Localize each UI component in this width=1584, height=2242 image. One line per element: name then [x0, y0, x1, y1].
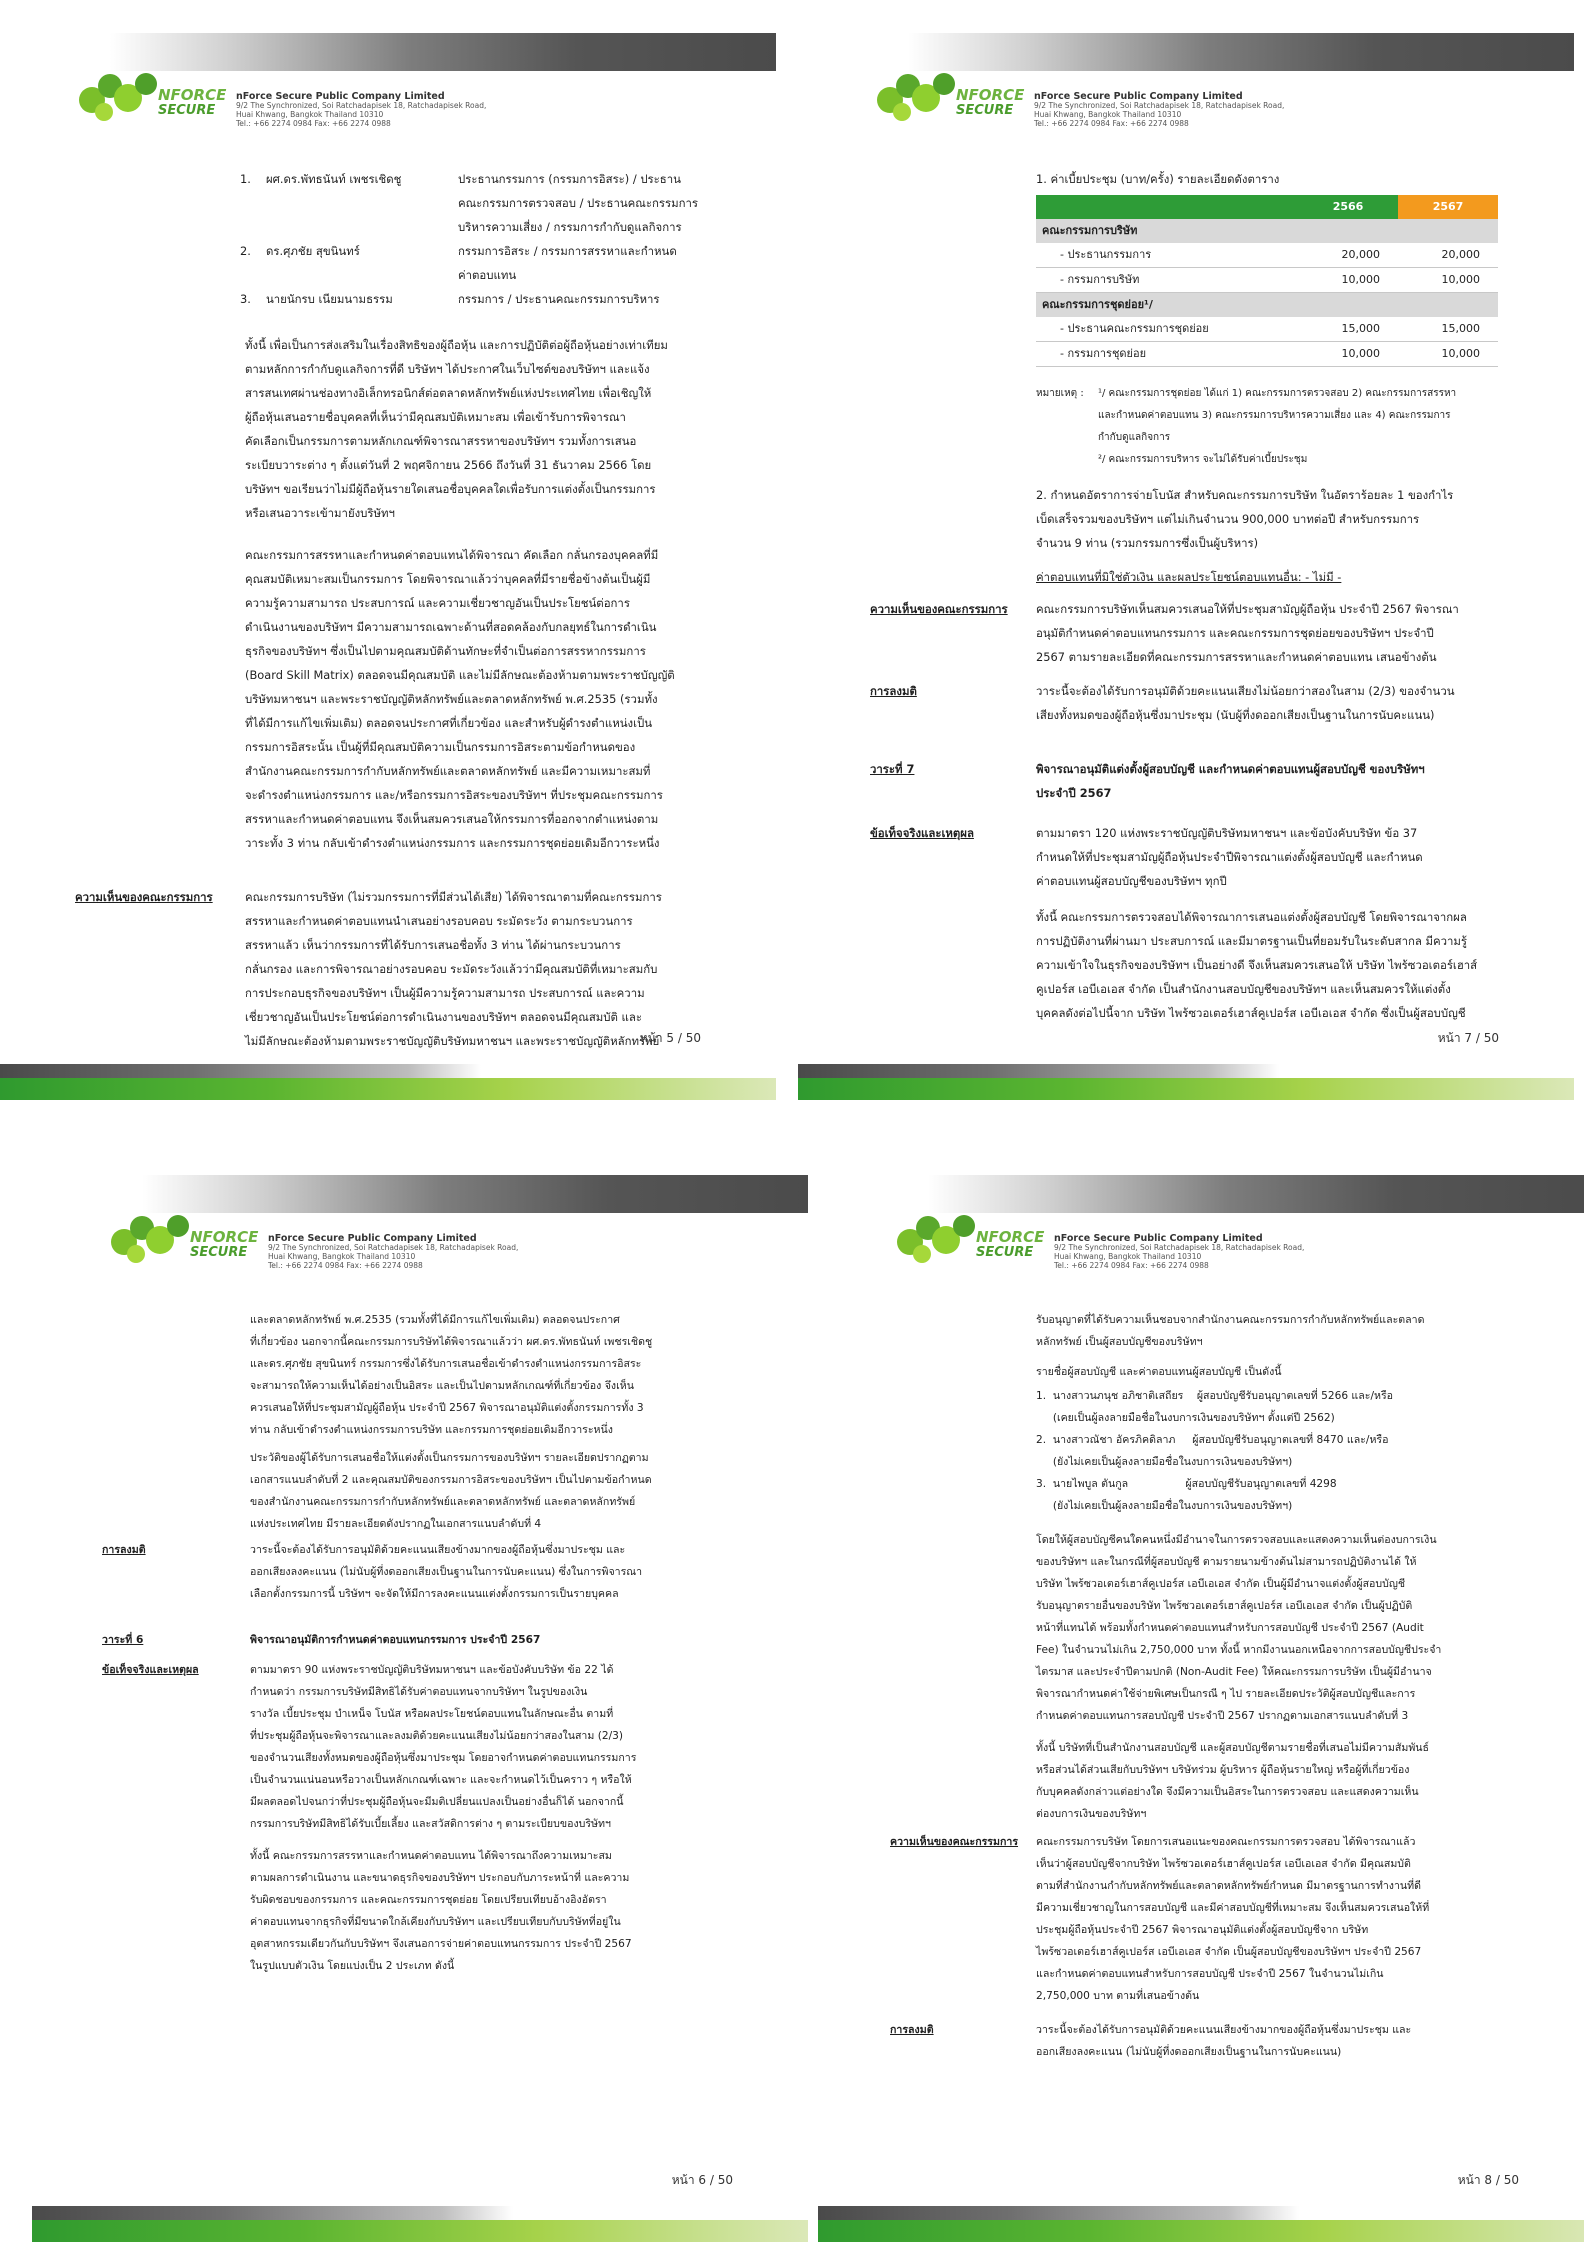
opinion-label: ความเห็นของคณะกรรมการ: [870, 602, 1008, 616]
nominee-name: นายนักรบ เนียมนามธรรม: [266, 292, 393, 306]
text-line: และกำหนดค่าตอบแทน 3) คณะกรรมการบริหารความเสี่ยง และ 4) คณะกรรมการ: [1098, 410, 1451, 421]
text-line: ผู้ถือหุ้นเสนอรายชื่อบุคคลที่เห็นว่ามีคุณสมบัติเหมาะสม เพื่อเข้ารับการพิจารณา: [245, 410, 626, 424]
svg-text:SECURE: SECURE: [190, 1245, 248, 1260]
auditor-list: [1036, 1385, 1506, 1517]
text-line: รับอนุญาตรายอื่นของบริษัท ไพร้ซวอเตอร์เฮาส์คูเปอร์ส เอบีเอเอส จำกัด เป็นผู้ปฏิบัติ: [1036, 1600, 1413, 1612]
company-info: nForce Secure Public Company Limited 9/2 The Synchronized, Soi Ratchadapisek 18, Ratchadapisek Road, Huai Khwang, Bangkok Thailand 10310 Tel.: +66 2274 0984 Fax: +66 2274 0988: [1054, 1233, 1305, 1270]
nominee-list: [240, 167, 710, 311]
text-line: ไพร้ซวอเตอร์เฮาส์คูเปอร์ส เอบีเอเอส จำกัด เป็นผู้สอบบัญชีของบริษัทฯ ประจำปี 2567: [1036, 1946, 1422, 1958]
text-line: ในรูปแบบตัวเงิน โดยแบ่งเป็น 2 ประเภท ดังนี้: [250, 1960, 455, 1972]
vote-text: [250, 1539, 720, 1605]
item-2: [1036, 483, 1516, 555]
paragraph: [245, 333, 715, 525]
company-logo: [102, 1202, 272, 1272]
text-line: เอกสารแนบลำดับที่ 2 และคุณสมบัติของกรรมการอิสระของบริษัทฯ เป็นไปตามข้อกำหนด: [250, 1474, 652, 1486]
text-line: และดร.ศุภชัย สุขนินทร์ กรรมการซึ่งได้รับการเสนอชื่อเข้าดำรงตำแหน่งกรรมการอิสระ: [250, 1358, 642, 1370]
text-line: คัดเลือกเป็นกรรมการตามหลักเกณฑ์พิจารณาสรรหาของบริษัทฯ รวมทั้งการเสนอ: [245, 434, 637, 448]
nominee-number: [240, 263, 266, 287]
text-line: ความเข้าใจในธุรกิจของบริษัทฯ เป็นอย่างดี จึงเห็นสมควรเสนอให้ บริษัท ไพร้ซวอเตอร์เฮาส์: [1036, 958, 1478, 972]
footer-band: [0, 1078, 776, 1100]
text-line: รางวัล เบี้ยประชุม บำเหน็จ โบนัส หรือผลประโยชน์ตอบแทนในลักษณะอื่น ตามที่: [250, 1708, 614, 1720]
text-line: ทั้งนี้ คณะกรรมการตรวจสอบได้พิจารณาการเสนอแต่งตั้งผู้สอบบัญชี โดยพิจารณาจากผล: [1036, 910, 1467, 924]
text-line: ของจำนวนเสียงทั้งหมดของผู้ถือหุ้นซึ่งมาประชุม โดยอาจกำหนดค่าตอบแทนกรรมการ: [250, 1752, 637, 1764]
text-line: เบ็ดเสร็จรวมของบริษัทฯ แต่ไม่เกินจำนวน 900,000 บาทต่อปี สำหรับกรรมการ: [1036, 512, 1420, 526]
facts-text: [1036, 821, 1516, 893]
auditor-line: 1. นางสาวนภนุช อภิชาติเสถียร ผู้สอบบัญชีรับอนุญาตเลขที่ 5266 และ/หรือ: [1036, 1390, 1394, 1402]
text-line: มีความเชี่ยวชาญในการสอบบัญชี และมีค่าสอบบัญชีที่เหมาะสม จึงเห็นสมควรเสนอให้ที่: [1036, 1902, 1430, 1914]
text-line: หรือเสนอวาระเข้ามายังบริษัทฯ: [245, 506, 395, 520]
vote-label: การลงมติ: [890, 2024, 934, 2036]
text-line: วาระนี้จะต้องได้รับการอนุมัติด้วยคะแนนเสียงไม่น้อยกว่าสองในสาม (2/3) ของจำนวน: [1036, 684, 1455, 698]
auditor-line: (เคยเป็นผู้ลงลายมือชื่อในงบการเงินของบริษัทฯ ตั้งแต่ปี 2562): [1036, 1412, 1335, 1424]
text-line: ²/ คณะกรรมการบริหาร จะไม่ได้รับค่าเบี้ยประชุม: [1098, 454, 1308, 465]
text-line: ตามผลการดำเนินงาน และขนาดธุรกิจของบริษัทฯ ประกอบกับภาระหน้าที่ และความ: [250, 1872, 630, 1884]
text-line: ที่ประชุมผู้ถือหุ้นจะพิจารณาและลงมติด้วยคะแนนเสียงไม่น้อยกว่าสองในสาม (2/3): [250, 1730, 624, 1742]
text-line: ต่องบการเงินของบริษัทฯ: [1036, 1808, 1147, 1820]
fee-label: - กรรมการบริษัท: [1036, 268, 1298, 293]
paragraph: [1036, 1529, 1506, 1727]
paragraph: [250, 1845, 720, 1977]
vote-label: การลงมติ: [102, 1544, 146, 1556]
auditor-line: 2. นางสาวณัชา อัครภิคดิลาภ ผู้สอบบัญชีรับอนุญาตเลขที่ 8470 และ/หรือ: [1036, 1434, 1389, 1446]
fee-row: [1036, 268, 1498, 293]
nominee-role: ค่าตอบแทน: [458, 268, 517, 282]
fee-label: - ประธานกรรมการ: [1036, 243, 1298, 268]
text-line: เป็นจำนวนแน่นอนหรือวางเป็นหลักเกณฑ์เฉพาะ และจะกำหนดไว้เป็นคราว ๆ หรือให้: [250, 1774, 632, 1786]
facts-text: [250, 1659, 720, 1835]
facts-label: ข้อเท็จจริงและเหตุผล: [102, 1664, 199, 1676]
text-line: วาระทั้ง 3 ท่าน กลับเข้าดำรงตำแหน่งกรรมการ และกรรมการชุดย่อยเดิมอีกวาระหนึ่ง: [245, 836, 660, 850]
opinion-label: ความเห็นของคณะกรรมการ: [75, 890, 213, 904]
footer-band: [818, 2220, 1584, 2242]
text-line: 2. กำหนดอัตราการจ่ายโบนัส สำหรับคณะกรรมการบริษัท ในอัตราร้อยละ 1 ของกำไร: [1036, 488, 1454, 502]
fee-2566: 10,000: [1298, 342, 1398, 367]
text-line: ไตรมาส และประจำปีตามปกติ (Non-Audit Fee) ให้คณะกรรมการบริษัท เป็นผู้มีอำนาจ: [1036, 1666, 1432, 1678]
nominee-role: คณะกรรมการตรวจสอบ / ประธานคณะกรรมการ: [458, 196, 699, 210]
page-5: [0, 0, 776, 1100]
text-line: ค่าตอบแทนจากธุรกิจที่มีขนาดใกล้เคียงกับบริษัทฯ และเปรียบเทียบกับบริษัทที่อยู่ใน: [250, 1916, 621, 1928]
text-line: แห่งประเทศไทย มีรายละเอียดดังปรากฏในเอกสารแนบลำดับที่ 4: [250, 1518, 542, 1530]
vote-text: [1036, 679, 1516, 727]
text-line: บริษัท ไพร้ซวอเตอร์เฮาส์คูเปอร์ส เอบีเอเอส จำกัด เป็นผู้มีอำนาจแต่งตั้งผู้สอบบัญชี: [1036, 1578, 1406, 1590]
text-line: และกำหนดค่าตอบแทนสำหรับการสอบบัญชี ประจำปี 2567 ในจำนวนไม่เกิน: [1036, 1968, 1384, 1980]
fee-row: [1036, 317, 1498, 342]
nominee-name: [266, 191, 458, 215]
paragraph: [250, 1309, 720, 1441]
svg-text:NFORCE: NFORCE: [976, 1228, 1045, 1246]
text-line: ไม่มีลักษณะต้องห้ามตามพระราชบัญญัติบริษัทมหาชนฯ และพระราชบัญญัติหลักทรัพย์: [245, 1034, 660, 1048]
text-line: สารสนเทศผ่านช่องทางอิเล็กทรอนิกส์ต่อตลาดหลักทรัพย์แห่งประเทศไทย เพื่อเชิญให้: [245, 386, 652, 400]
text-line: การประกอบธุรกิจของบริษัทฯ เป็นผู้มีความรู้ความสามารถ ประสบการณ์ และความ: [245, 986, 645, 1000]
auditor-line: 3. นายไพบูล ตันกูล ผู้สอบบัญชีรับอนุญาตเลขที่ 4298: [1036, 1478, 1337, 1490]
notes: [1098, 383, 1518, 471]
fee-2566: 10,000: [1298, 268, 1398, 293]
text-line: 2567 ตามรายละเอียดที่คณะกรรมการสรรหาและกำหนดค่าตอบแทน เสนอข้างต้น: [1036, 650, 1437, 664]
text-line: พิจารณาอนุมัติแต่งตั้งผู้สอบบัญชี และกำหนดค่าตอบแทนผู้สอบบัญชี ของบริษัทฯ: [1036, 762, 1425, 776]
text-line: จะดำรงตำแหน่งกรรมการ และ/หรือกรรมการอิสระของบริษัทฯ ที่ประชุมคณะกรรมการ: [245, 788, 663, 802]
svg-text:SECURE: SECURE: [976, 1245, 1034, 1260]
text-line: ทั้งนี้ เพื่อเป็นการส่งเสริมในเรื่องสิทธิของผู้ถือหุ้น และการปฏิบัติต่อผู้ถือหุ้นอย่างเท่าเทียม: [245, 338, 668, 352]
text-line: คณะกรรมการบริษัท (ไม่รวมกรรมการที่มีส่วนได้เสีย) ได้พิจารณาตามที่คณะกรรมการ: [245, 890, 662, 904]
text-line: ความรู้ความสามารถ ประสบการณ์ และความเชี่ยวชาญอันเป็นประโยชน์ต่อการ: [245, 596, 630, 610]
text-line: ค่าตอบแทนผู้สอบบัญชีของบริษัทฯ ทุกปี: [1036, 874, 1227, 888]
text-line: เสียงทั้งหมดของผู้ถือหุ้นซึ่งมาประชุม (นับผู้ที่งดออกเสียงเป็นฐานในการนับคะแนน): [1036, 708, 1435, 722]
text-line: อนุมัติกำหนดค่าตอบแทนกรรมการ และคณะกรรมการชุดย่อยของบริษัทฯ ประจำปี: [1036, 626, 1434, 640]
text-line: จำนวน 9 ท่าน (รวมกรรมการซึ่งเป็นผู้บริหาร): [1036, 536, 1259, 550]
group-board: คณะกรรมการบริษัท: [1042, 224, 1138, 237]
text-line: ตามหลักการกำกับดูแลกิจการที่ดี บริษัทฯ ได้ประกาศในเว็บไซต์ของบริษัทฯ และแจ้ง: [245, 362, 650, 376]
text-line: ระเบียบวาระต่าง ๆ ตั้งแต่วันที่ 2 พฤศจิกายน 2566 ถึงวันที่ 31 ธันวาคม 2566 โดย: [245, 458, 652, 472]
text-line: ที่ได้มีการแก้ไขเพิ่มเติม) ตลอดจนประกาศที่เกี่ยวข้อง และสำหรับผู้ดำรงตำแหน่งเป็น: [245, 716, 653, 730]
text-line: วาระนี้จะต้องได้รับการอนุมัติด้วยคะแนนเสียงข้างมากของผู้ถือหุ้นซึ่งมาประชุม และ: [1036, 2024, 1412, 2036]
page-number: หน้า 5 / 50: [639, 1031, 701, 1045]
agenda-label: วาระที่ 6: [102, 1634, 144, 1646]
page-number: หน้า 8 / 50: [1457, 2173, 1519, 2187]
fee-row: [1036, 243, 1498, 268]
agenda-title: [1036, 757, 1516, 805]
fee-2566: 15,000: [1298, 317, 1398, 342]
company-logo: [868, 60, 1038, 130]
paragraph: [245, 543, 715, 855]
fee-table: [1036, 195, 1498, 367]
nominee-number: 2.: [240, 244, 251, 258]
text-line: หลักทรัพย์ เป็นผู้สอบบัญชีของบริษัทฯ: [1036, 1336, 1203, 1348]
text-line: กำหนดให้ที่ประชุมสามัญผู้ถือหุ้นประจำปีพิจารณาแต่งตั้งผู้สอบบัญชี และกำหนด: [1036, 850, 1423, 864]
paragraph: [250, 1447, 720, 1535]
text-line: ออกเสียงลงคะแนน (ไม่นับผู้ที่งดออกเสียงเป็นฐานในการนับคะแนน) ซึ่งในการพิจารณา: [250, 1566, 643, 1578]
text-line: ทั้งนี้ บริษัทที่เป็นสำนักงานสอบบัญชี และผู้สอบบัญชีตามรายชื่อที่เสนอไม่มีความสัมพันธ์: [1036, 1742, 1430, 1754]
text-line: สำนักงานคณะกรรมการกำกับหลักทรัพย์และตลาดหลักทรัพย์ และมีความเหมาะสมที่: [245, 764, 651, 778]
text-line: และตลาดหลักทรัพย์ พ.ศ.2535 (รวมทั้งที่ได้มีการแก้ไขเพิ่มเติม) ตลอดจนประกาศ: [250, 1314, 620, 1326]
fee-2567: 15,000: [1398, 317, 1498, 342]
page-8: [818, 1142, 1584, 2242]
col-2567: 2567: [1398, 195, 1498, 219]
nominee-row: [240, 239, 710, 263]
auditor-line: (ยังไม่เคยเป็นผู้ลงลายมือชื่อในงบการเงินของบริษัทฯ): [1036, 1456, 1293, 1468]
item-1: 1. ค่าเบี้ยประชุม (บาท/ครั้ง) รายละเอียดดังตาราง: [1036, 172, 1280, 186]
company-info: nForce Secure Public Company Limited 9/2 The Synchronized, Soi Ratchadapisek 18, Ratchadapisek Road, Huai Khwang, Bangkok Thailand 10310 Tel.: +66 2274 0984 Fax: +66 2274 0988: [236, 91, 487, 128]
text-line: ธุรกิจของบริษัทฯ ซึ่งเป็นไปตามคุณสมบัติด้านทักษะที่จำเป็นต่อการสรรหากรรมการ: [245, 644, 646, 658]
svg-text:SECURE: SECURE: [956, 103, 1014, 118]
nominee-name: [266, 263, 458, 287]
nominee-role: บริหารความเสี่ยง / กรรมการกำกับดูแลกิจการ: [458, 220, 682, 234]
text-line: กรรมการบริษัทมีสิทธิได้รับเบี้ยเลี้ยง และสวัสดิการต่าง ๆ ตามระเบียบของบริษัทฯ: [250, 1818, 611, 1830]
text-line: กำหนดว่า กรรมการบริษัทมีสิทธิได้รับค่าตอบแทนจากบริษัทฯ ในรูปของเงิน: [250, 1686, 588, 1698]
text-line: เลือกตั้งกรรมการนี้ บริษัทฯ จะจัดให้มีการลงคะแนนแต่งตั้งกรรมการเป็นรายบุคคล: [250, 1588, 619, 1600]
nominee-name: [266, 215, 458, 239]
text-line: คณะกรรมการบริษัท โดยการเสนอแนะของคณะกรรมการตรวจสอบ ได้พิจารณาแล้ว: [1036, 1836, 1416, 1848]
page-6: [32, 1142, 808, 2242]
fee-2566: 20,000: [1298, 243, 1398, 268]
text-line: สรรหาแล้ว เห็นว่ากรรมการที่ได้รับการเสนอชื่อทั้ง 3 ท่าน ได้ผ่านกระบวนการ: [245, 938, 621, 952]
text-line: กำกับดูแลกิจการ: [1098, 432, 1171, 443]
footer-band: [798, 1078, 1574, 1100]
opinion-text: [1036, 597, 1516, 669]
nominee-row: [240, 167, 710, 191]
company-info: nForce Secure Public Company Limited 9/2 The Synchronized, Soi Ratchadapisek 18, Ratchadapisek Road, Huai Khwang, Bangkok Thailand 10310 Tel.: +66 2274 0984 Fax: +66 2274 0988: [268, 1233, 519, 1270]
opinion-text: [1036, 1831, 1506, 2007]
text-line: ¹/ คณะกรรมการชุดย่อย ได้แก่ 1) คณะกรรมการตรวจสอบ 2) คณะกรรมการสรรหา: [1098, 388, 1457, 399]
text-line: 2,750,000 บาท ตามที่เสนอข้างต้น: [1036, 1990, 1200, 2002]
text-line: Fee) ในจำนวนไม่เกิน 2,750,000 บาท ทั้งนี้ หากมีงานนอกเหนือจากการสอบบัญชีประจำ: [1036, 1644, 1442, 1656]
text-line: คุณสมบัติเหมาะสมเป็นกรรมการ โดยพิจารณาแล้วว่าบุคคลที่มีรายชื่อข้างต้นเป็นผู้มี: [245, 572, 651, 586]
svg-text:NFORCE: NFORCE: [158, 86, 227, 104]
vote-label: การลงมติ: [870, 684, 917, 698]
text-line: ที่เกี่ยวข้อง นอกจากนี้คณะกรรมการบริษัทได้พิจารณาแล้วว่า ผศ.ดร.พัทธนันท์ เพชรเชิดชู: [250, 1336, 653, 1348]
vote-text: [1036, 2019, 1506, 2063]
text-line: รับอนุญาตที่ได้รับความเห็นชอบจากสำนักงานคณะกรรมการกำกับหลักทรัพย์และตลาด: [1036, 1314, 1425, 1326]
text-line: โดยให้ผู้สอบบัญชีคนใดคนหนึ่งมีอำนาจในการตรวจสอบและแสดงความเห็นต่องบการเงิน: [1036, 1534, 1437, 1546]
text-line: เชี่ยวชาญอันเป็นประโยชน์ต่อการดำเนินงานของบริษัทฯ ตลอดจนมีคุณสมบัติ และ: [245, 1010, 642, 1024]
company-logo: [888, 1202, 1058, 1272]
text-line: กลั่นกรอง และการพิจารณาอย่างรอบคอบ ระมัดระวังแล้วว่ามีคุณสมบัติที่เหมาะสมกับ: [245, 962, 658, 976]
text-line: หรือส่วนได้ส่วนเสียกับบริษัทฯ บริษัทร่วม ผู้บริหาร ผู้ถือหุ้นรายใหญ่ หรือผู้ที่เกี่ยวข้อง: [1036, 1764, 1410, 1776]
nominee-number: [240, 191, 266, 215]
nominee-number: 3.: [240, 292, 251, 306]
company-logo: [70, 60, 240, 130]
paragraph: [1036, 1309, 1506, 1353]
nominee-role: ประธานกรรมการ (กรรมการอิสระ) / ประธาน: [458, 172, 681, 186]
company-info: nForce Secure Public Company Limited 9/2 The Synchronized, Soi Ratchadapisek 18, Ratchadapisek Road, Huai Khwang, Bangkok Thailand 10310 Tel.: +66 2274 0984 Fax: +66 2274 0988: [1034, 91, 1285, 128]
col-2566: 2566: [1298, 195, 1398, 219]
text-line: ตามมาตรา 90 แห่งพระราชบัญญัติบริษัทมหาชนฯ และข้อบังคับบริษัท ข้อ 22 ได้: [250, 1664, 614, 1676]
footer-band: [32, 2220, 808, 2242]
text-line: จะสามารถให้ความเห็นได้อย่างเป็นอิสระ และเป็นไปตามหลักเกณฑ์ที่เกี่ยวข้อง จึงเห็น: [250, 1380, 634, 1392]
text-line: ท่าน กลับเข้าดำรงตำแหน่งกรรมการบริษัท และกรรมการชุดย่อยเดิมอีกวาระหนึ่ง: [250, 1424, 613, 1436]
text-line: มีผลตลอดไปจนกว่าที่ประชุมผู้ถือหุ้นจะมีมติเปลี่ยนแปลงเป็นอย่างอื่นก็ได้ นอกจากนี้: [250, 1796, 624, 1808]
nominee-name: ดร.ศุภชัย สุขนินทร์: [266, 244, 360, 258]
text-line: ดำเนินงานของบริษัทฯ มีความสามารถเฉพาะด้านที่สอดคล้องกับกลยุทธ์ในการดำเนิน: [245, 620, 657, 634]
text-line: บุคคลดังต่อไปนี้จาก บริษัท ไพร้ซวอเตอร์เฮาส์คูเปอร์ส เอบีเอเอส จำกัด ซึ่งเป็นผู้สอบบัญชี: [1036, 1006, 1466, 1020]
text-line: บริษัทมหาชนฯ และพระราชบัญญัติหลักทรัพย์และตลาดหลักทรัพย์ พ.ศ.2535 (รวมทั้ง: [245, 692, 658, 706]
opinion-label: ความเห็นของคณะกรรมการ: [890, 1836, 1019, 1848]
non-cash-comp: ค่าตอบแทนที่มิใช่ตัวเงิน และผลประโยชน์ตอบแทนอื่น: - ไม่มี -: [1036, 570, 1342, 584]
text-line: พิจารณากำหนดค่าใช้จ่ายพิเศษเป็นกรณี ๆ ไป รายละเอียดประวัติผู้สอบบัญชีและการ: [1036, 1688, 1416, 1700]
svg-text:NFORCE: NFORCE: [190, 1228, 259, 1246]
text-line: ควรเสนอให้ที่ประชุมสามัญผู้ถือหุ้น ประจำปี 2567 พิจารณาอนุมัติแต่งตั้งกรรมการทั้ง 3: [250, 1402, 644, 1414]
fee-row: [1036, 342, 1498, 367]
page-number: หน้า 6 / 50: [671, 2173, 733, 2187]
text-line: เห็นว่าผู้สอบบัญชีจากบริษัท ไพร้ซวอเตอร์เฮาส์คูเปอร์ส เอบีเอเอส จำกัด มีคุณสมบัติ: [1036, 1858, 1411, 1870]
text-line: คูเปอร์ส เอบีเอเอส จำกัด เป็นสำนักงานสอบบัญชีของบริษัทฯ และเห็นสมควรให้แต่งตั้ง: [1036, 982, 1451, 996]
fee-label: - ประธานคณะกรรมการชุดย่อย: [1036, 317, 1298, 342]
nominee-row: [240, 263, 710, 287]
fee-2567: 10,000: [1398, 268, 1498, 293]
text-line: กรรมการอิสระนั้น เป็นผู้ที่มีคุณสมบัติความเป็นกรรมการอิสระตามข้อกำหนดของ: [245, 740, 636, 754]
nominee-role: กรรมการอิสระ / กรรมการสรรหาและกำหนด: [458, 244, 677, 258]
text-line: กำหนดค่าตอบแทนการสอบบัญชี ประจำปี 2567 ปรากฏตามเอกสารแนบลำดับที่ 3: [1036, 1710, 1409, 1722]
nominee-row: [240, 191, 710, 215]
opinion-text: [245, 885, 715, 1053]
fee-2567: 20,000: [1398, 243, 1498, 268]
nominee-number: 1.: [240, 172, 251, 186]
text-line: สรรหาและกำหนดค่าตอบแทน จึงเห็นสมควรเสนอให้กรรมการที่ออกจากตำแหน่งตาม: [245, 812, 659, 826]
agenda-title: พิจารณาอนุมัติการกำหนดค่าตอบแทนกรรมการ ประจำปี 2567: [250, 1634, 541, 1646]
agenda-label: วาระที่ 7: [870, 762, 915, 776]
text-line: ตามที่สำนักงานกำกับหลักทรัพย์และตลาดหลักทรัพย์กำหนด มีมาตรฐานการทำงานที่ดี: [1036, 1880, 1422, 1892]
svg-text:NFORCE: NFORCE: [956, 86, 1025, 104]
text-line: ประวัติของผู้ได้รับการเสนอชื่อให้แต่งตั้งเป็นกรรมการของบริษัทฯ รายละเอียดปรากฏตาม: [250, 1452, 649, 1464]
facts-label: ข้อเท็จจริงและเหตุผล: [870, 826, 974, 840]
auditor-list-intro: รายชื่อผู้สอบบัญชี และค่าตอบแทนผู้สอบบัญชี เป็นดังนี้: [1036, 1366, 1282, 1378]
text-line: ออกเสียงลงคะแนน (ไม่นับผู้ที่งดออกเสียงเป็นฐานในการนับคะแนน): [1036, 2046, 1342, 2058]
text-line: ประชุมผู้ถือหุ้นประจำปี 2567 พิจารณาอนุมัติแต่งตั้งผู้สอบบัญชีจาก บริษัท: [1036, 1924, 1369, 1936]
text-line: ของบริษัทฯ และในกรณีที่ผู้สอบบัญชี ตามรายนามข้างต้นไม่สามารถปฏิบัติงานได้ ให้: [1036, 1556, 1417, 1568]
nominee-row: [240, 287, 710, 311]
text-line: การปฏิบัติงานที่ผ่านมา ประสบการณ์ และมีมาตรฐานเป็นที่ยอมรับในระดับสากล มีความรู้: [1036, 934, 1468, 948]
page-number: หน้า 7 / 50: [1437, 1031, 1499, 1045]
paragraph: [1036, 905, 1516, 1025]
text-line: อุตสาหกรรมเดียวกันกับบริษัทฯ จึงเสนอการจ่ายค่าตอบแทนกรรมการ ประจำปี 2567: [250, 1938, 632, 1950]
text-line: บริษัทฯ ขอเรียนว่าไม่มีผู้ถือหุ้นรายใดเสนอชื่อบุคคลใดเพื่อรับการแต่งตั้งเป็นกรรมการ: [245, 482, 656, 496]
paragraph: [1036, 1737, 1506, 1825]
text-line: สรรหาและกำหนดค่าตอบแทนนำเสนอย่างรอบคอบ ระมัดระวัง ตามกระบวนการ: [245, 914, 633, 928]
fee-label: - กรรมการชุดย่อย: [1036, 342, 1298, 367]
fee-2567: 10,000: [1398, 342, 1498, 367]
auditor-line: (ยังไม่เคยเป็นผู้ลงลายมือชื่อในงบการเงินของบริษัทฯ): [1036, 1500, 1293, 1512]
page-7: [798, 0, 1574, 1100]
text-line: ของสำนักงานคณะกรรมการกำกับหลักทรัพย์และตลาดหลักทรัพย์ และตลาดหลักทรัพย์: [250, 1496, 636, 1508]
text-line: คณะกรรมการสรรหาและกำหนดค่าตอบแทนได้พิจารณา คัดเลือก กลั่นกรองบุคคลที่มี: [245, 548, 659, 562]
nominee-name: ผศ.ดร.พัทธนันท์ เพชรเชิดชู: [266, 172, 402, 186]
text-line: คณะกรรมการบริษัทเห็นสมควรเสนอให้ที่ประชุมสามัญผู้ถือหุ้น ประจำปี 2567 พิจารณา: [1036, 602, 1459, 616]
text-line: หน้าที่แทนได้ พร้อมทั้งกำหนดค่าตอบแทนสำหรับการสอบบัญชี ประจำปี 2567 (Audit: [1036, 1622, 1424, 1634]
group-subcommittee: คณะกรรมการชุดย่อย¹/: [1042, 298, 1153, 311]
text-line: รับผิดชอบของกรรมการ และคณะกรรมการชุดย่อย โดยเปรียบเทียบอ้างอิงอัตรา: [250, 1894, 607, 1906]
text-line: ตามมาตรา 120 แห่งพระราชบัญญัติบริษัทมหาชนฯ และข้อบังคับบริษัท ข้อ 37: [1036, 826, 1418, 840]
nominee-row: [240, 215, 710, 239]
text-line: ทั้งนี้ คณะกรรมการสรรหาและกำหนดค่าตอบแทน ได้พิจารณาถึงความเหมาะสม: [250, 1850, 612, 1862]
svg-text:SECURE: SECURE: [158, 103, 216, 118]
nominee-number: [240, 215, 266, 239]
note-label: หมายเหตุ :: [1036, 388, 1084, 399]
text-line: ประจำปี 2567: [1036, 786, 1112, 800]
text-line: วาระนี้จะต้องได้รับการอนุมัติด้วยคะแนนเสียงข้างมากของผู้ถือหุ้นซึ่งมาประชุม และ: [250, 1544, 626, 1556]
text-line: กับบุคคลดังกล่าวแต่อย่างใด จึงมีความเป็นอิสระในการตรวจสอบ และแสดงความเห็น: [1036, 1786, 1419, 1798]
text-line: (Board Skill Matrix) ตลอดจนมีคุณสมบัติ และไม่มีลักษณะต้องห้ามตามพระราชบัญญัติ: [245, 668, 675, 682]
nominee-role: กรรมการ / ประธานคณะกรรมการบริหาร: [458, 292, 660, 306]
